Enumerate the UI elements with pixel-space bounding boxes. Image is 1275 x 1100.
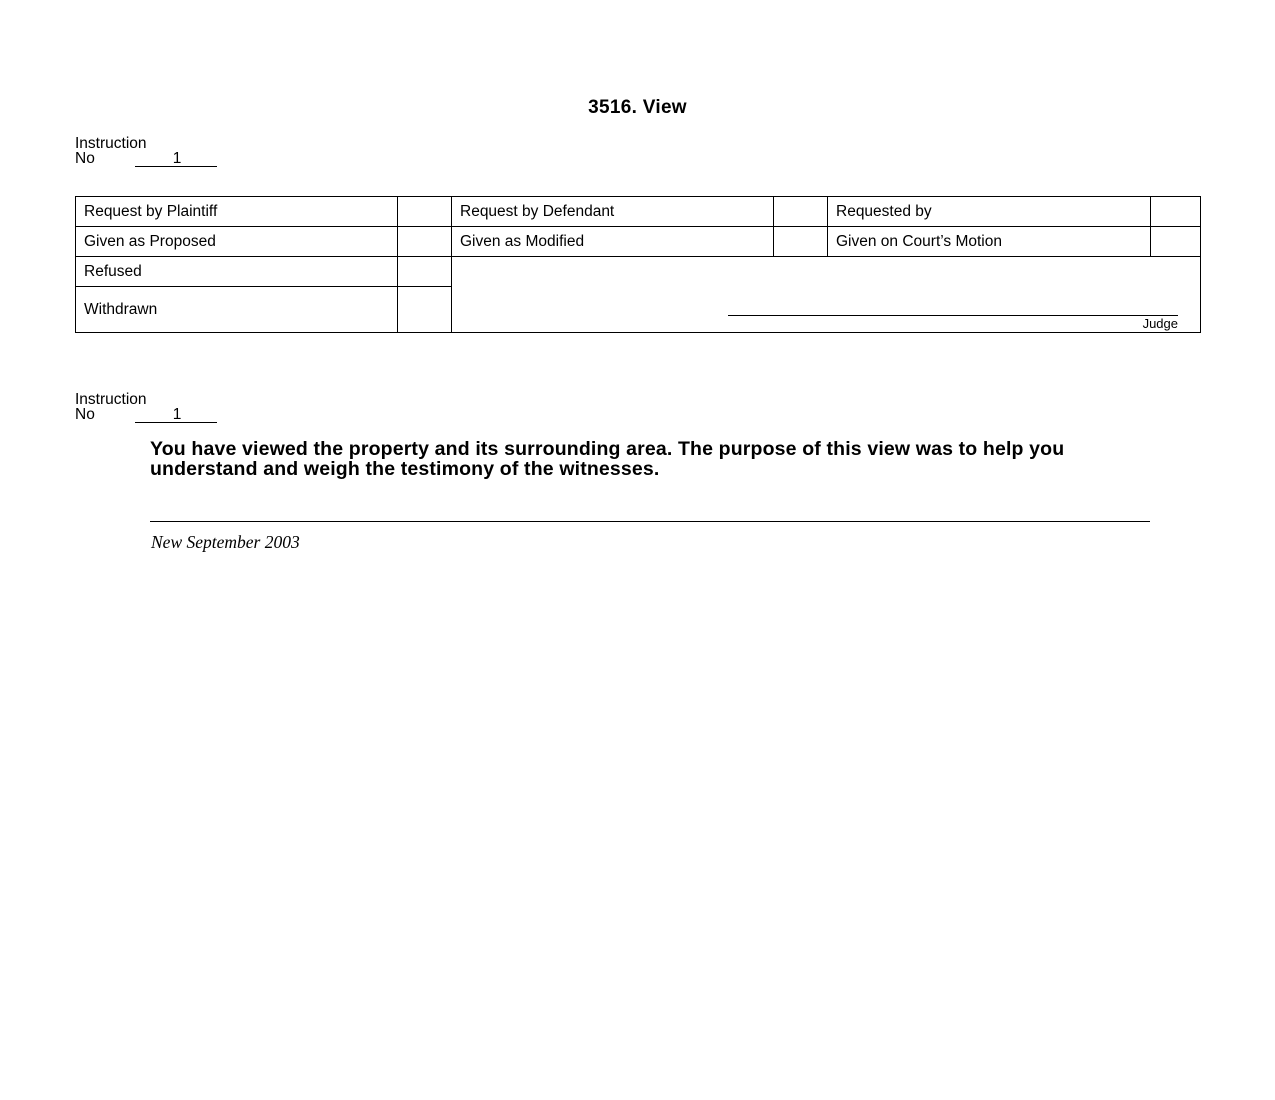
- instruction-label: Instruction: [75, 135, 147, 152]
- given-court-motion-label: Given on Court’s Motion: [828, 227, 1151, 257]
- refused-label: Refused: [76, 257, 398, 287]
- instruction-text: You have viewed the property and its surrounding area. The purpose of this view was to help you understand and weigh the testimony of the witnesses.: [150, 438, 1065, 480]
- instruction-no-label: No: [75, 150, 95, 167]
- request-status-table: [75, 196, 1201, 333]
- request-defendant-label: Request by Defendant: [452, 197, 774, 227]
- withdrawn-checkbox[interactable]: [398, 287, 452, 333]
- given-court-motion-checkbox[interactable]: [1151, 227, 1201, 257]
- request-plaintiff-checkbox[interactable]: [398, 197, 452, 227]
- instruction-no-label: No: [75, 406, 95, 423]
- instruction-header: [75, 136, 255, 167]
- given-modified-label: Given as Modified: [452, 227, 774, 257]
- judge-signature-line[interactable]: [728, 315, 1178, 316]
- instruction-number-row: [75, 407, 255, 423]
- instruction-label: Instruction: [75, 391, 147, 408]
- refused-checkbox[interactable]: [398, 257, 452, 287]
- instruction-number: 1: [172, 406, 182, 423]
- requested-by-checkbox[interactable]: [1151, 197, 1201, 227]
- instruction-number-field[interactable]: [135, 407, 217, 423]
- instruction-number: 1: [172, 150, 182, 167]
- withdrawn-label: Withdrawn: [76, 287, 398, 333]
- request-plaintiff-label: Request by Plaintiff: [76, 197, 398, 227]
- divider: [150, 521, 1150, 522]
- judge-label: Judge: [1142, 316, 1178, 331]
- judge-signature-cell: [452, 257, 1201, 333]
- given-modified-checkbox[interactable]: [774, 227, 828, 257]
- document-title: 3516. View: [588, 97, 687, 118]
- instruction-body-header: [75, 392, 255, 423]
- instruction-number-field[interactable]: [135, 151, 217, 167]
- given-proposed-label: Given as Proposed: [76, 227, 398, 257]
- given-proposed-checkbox[interactable]: [398, 227, 452, 257]
- table-row: [76, 257, 1201, 287]
- table-row: [76, 197, 1201, 227]
- instruction-number-row: [75, 151, 255, 167]
- request-defendant-checkbox[interactable]: [774, 197, 828, 227]
- table-row: [76, 227, 1201, 257]
- requested-by-label: Requested by: [828, 197, 1151, 227]
- revision-note: New September 2003: [151, 532, 300, 552]
